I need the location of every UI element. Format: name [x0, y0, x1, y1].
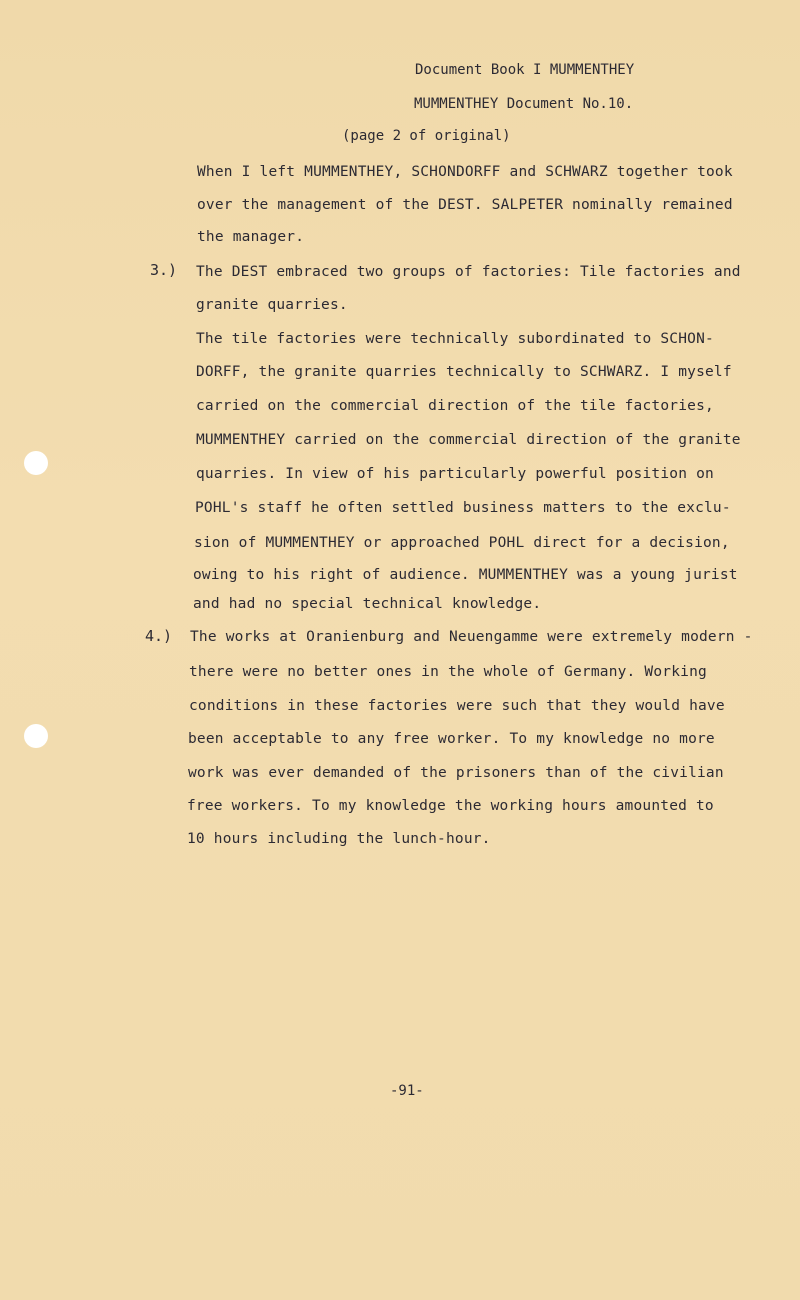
section-3-line: owing to his right of audience. MUMMENTHEY was a young jurist: [193, 567, 738, 583]
section-4-line: conditions in these factories were such that they would have: [189, 698, 725, 714]
page-number: -91-: [390, 1083, 424, 1099]
section-4-line: there were no better ones in the whole of Germany. Working: [189, 664, 707, 680]
intro-line: the manager.: [197, 229, 305, 245]
section-3-line: sion of MUMMENTHEY or approached POHL direct for a decision,: [194, 535, 730, 551]
intro-line: When I left MUMMENTHEY, SCHONDORFF and SCHWARZ together took: [197, 164, 733, 180]
section-3-line: and had no special technical knowledge.: [193, 596, 542, 612]
section-4-line: been acceptable to any free worker. To my knowledge no more: [188, 731, 715, 747]
section-4-line: work was ever demanded of the prisoners than of the civilian: [188, 765, 724, 781]
section-4-line: The works at Oranienburg and Neuengamme were extremely modern -: [190, 629, 753, 645]
punch-hole: [24, 451, 48, 475]
section-3-line: granite quarries.: [196, 297, 348, 313]
document-book-line: Document Book I MUMMENTHEY: [415, 62, 635, 78]
intro-line: over the management of the DEST. SALPETER nominally remained: [197, 197, 733, 213]
section-4-number: 4.): [145, 627, 173, 645]
section-4-line: free workers. To my knowledge the working hours amounted to: [187, 798, 714, 814]
punch-hole: [24, 724, 48, 748]
section-3-line: POHL's staff he often settled business matters to the exclu-: [195, 500, 731, 516]
document-number-line: MUMMENTHEY Document No.10.: [414, 96, 634, 112]
section-4-line: 10 hours including the lunch-hour.: [187, 831, 491, 847]
section-3-line: MUMMENTHEY carried on the commercial direction of the granite: [196, 432, 741, 448]
section-3-line: The DEST embraced two groups of factories: Tile factories and: [196, 264, 741, 280]
section-3-line: DORFF, the granite quarries technically to SCHWARZ. I myself: [196, 364, 732, 380]
section-3-line: carried on the commercial direction of the tile factories,: [196, 398, 714, 414]
section-3-number: 3.): [150, 261, 178, 279]
section-3-line: quarries. In view of his particularly powerful position on: [196, 466, 714, 482]
page-of-original-line: (page 2 of original): [342, 128, 511, 144]
section-3-line: The tile factories were technically subordinated to SCHON-: [196, 331, 714, 347]
